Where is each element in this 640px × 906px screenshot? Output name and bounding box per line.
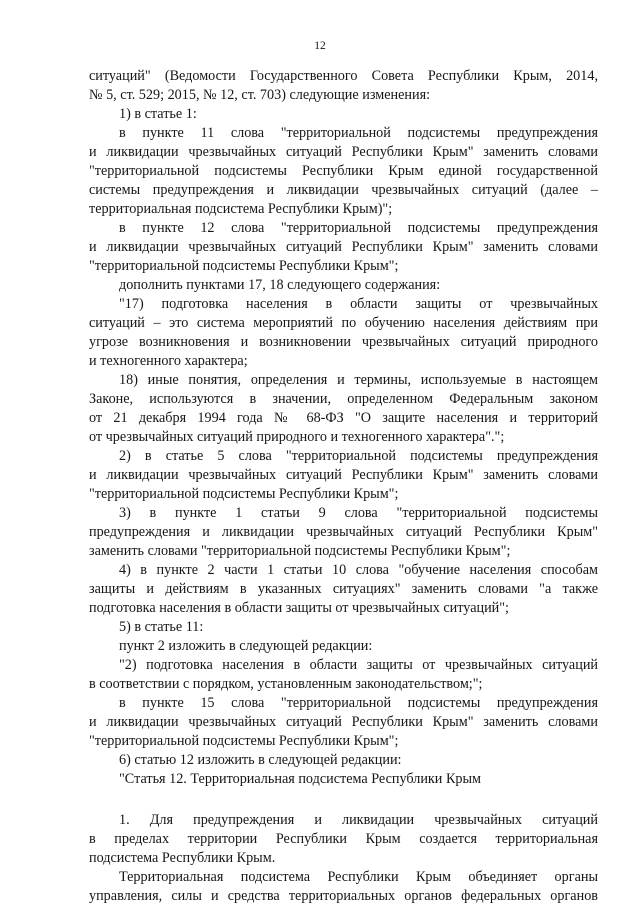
text-line: и ликвидации чрезвычайных ситуаций Республики Крым" заменить словами [89, 239, 598, 255]
text-line: подсистема Республики Крым. [89, 850, 276, 866]
text-line: дополнить пунктами 17, 18 следующего содержания: [119, 277, 441, 293]
text-line: "территориальной подсистемы Республики Крым"; [89, 258, 399, 274]
document-body [89, 67, 598, 906]
text-line: ситуаций – это система мероприятий по обучению населения действиям при [89, 315, 598, 331]
text-line: "2) подготовка населения в области защиты от чрезвычайных ситуаций [119, 657, 598, 673]
text-line: 3) в пункте 1 статьи 9 слова "территориальной подсистемы [119, 505, 598, 521]
text-line: подготовка населения в области защиты от чрезвычайных ситуаций"; [89, 600, 509, 616]
text-line: в пункте 15 слова "территориальной подсистемы предупреждения [119, 695, 598, 711]
text-line: в пункте 12 слова "территориальной подсистемы предупреждения [119, 220, 598, 236]
text-line: заменить словами "территориальной подсистемы Республики Крым"; [89, 543, 511, 559]
text-line: 18) иные понятия, определения и термины, используемые в настоящем [119, 372, 598, 388]
text-line: № 5, ст. 529; 2015, № 12, ст. 703) следующие изменения: [89, 87, 431, 103]
text-line: ситуаций" (Ведомости Государственного Совета Республики Крым, 2014, [89, 68, 598, 84]
text-line: Законе, используются в значении, определенном Федеральным законом [89, 391, 598, 407]
text-line: "территориальной подсистемы Республики Крым единой государственной [89, 163, 598, 179]
text-line: и ликвидации чрезвычайных ситуаций Республики Крым" заменить словами [89, 714, 598, 730]
text-line: предупреждения и ликвидации чрезвычайных ситуаций Республики Крым" [89, 524, 598, 540]
text-line: 6) статью 12 изложить в следующей редакции: [119, 752, 402, 768]
text-line: 1. Для предупреждения и ликвидации чрезвычайных ситуаций [119, 812, 598, 828]
text-line: от 21 декабря 1994 года № 68-ФЗ "О защите населения и территорий [89, 410, 598, 426]
text-line: "территориальной подсистемы Республики Крым"; [89, 733, 399, 749]
text-line: угрозе возникновения и возникновении чрезвычайных ситуаций природного [89, 334, 598, 350]
text-line: в пределах территории Республики Крым создается территориальная [89, 831, 598, 847]
text-line: "Статья 12. Территориальная подсистема Республики Крым [119, 771, 482, 787]
text-line: "территориальной подсистемы Республики Крым"; [89, 486, 399, 502]
text-line: и техногенного характера; [89, 353, 248, 369]
text-line: 2) в статье 5 слова "территориальной подсистемы предупреждения [119, 448, 598, 464]
text-line: и ликвидации чрезвычайных ситуаций Республики Крым" заменить словами [89, 467, 598, 483]
text-line: защиты и действиям в указанных ситуациях" заменить словами "а также [89, 581, 598, 597]
text-line: в соответствии с порядком, установленным законодательством;"; [89, 676, 483, 692]
text-line: Территориальная подсистема Республики Крым объединяет органы [119, 869, 598, 885]
blank-line [89, 789, 598, 808]
text-line: в пункте 11 слова "территориальной подсистемы предупреждения [119, 125, 598, 141]
page-number: 12 [314, 40, 326, 52]
text-line: 1) в статье 1: [119, 106, 197, 122]
text-line: 4) в пункте 2 части 1 статьи 10 слова "обучение населения способам [119, 562, 598, 578]
text-line: пункт 2 изложить в следующей редакции: [119, 638, 373, 654]
text-line: системы предупреждения и ликвидации чрезвычайных ситуаций (далее – [89, 182, 598, 198]
text-line: "17) подготовка населения в области защиты от чрезвычайных [119, 296, 598, 312]
text-line: управления, силы и средства территориальных органов федеральных органов [89, 888, 598, 904]
text-line: территориальная подсистема Республики Крым)"; [89, 201, 393, 217]
text-line: и ликвидации чрезвычайных ситуаций Республики Крым" заменить словами [89, 144, 598, 160]
text-line: от чрезвычайных ситуаций природного и техногенного характера"."; [89, 429, 505, 445]
text-line: 5) в статье 11: [119, 619, 204, 635]
